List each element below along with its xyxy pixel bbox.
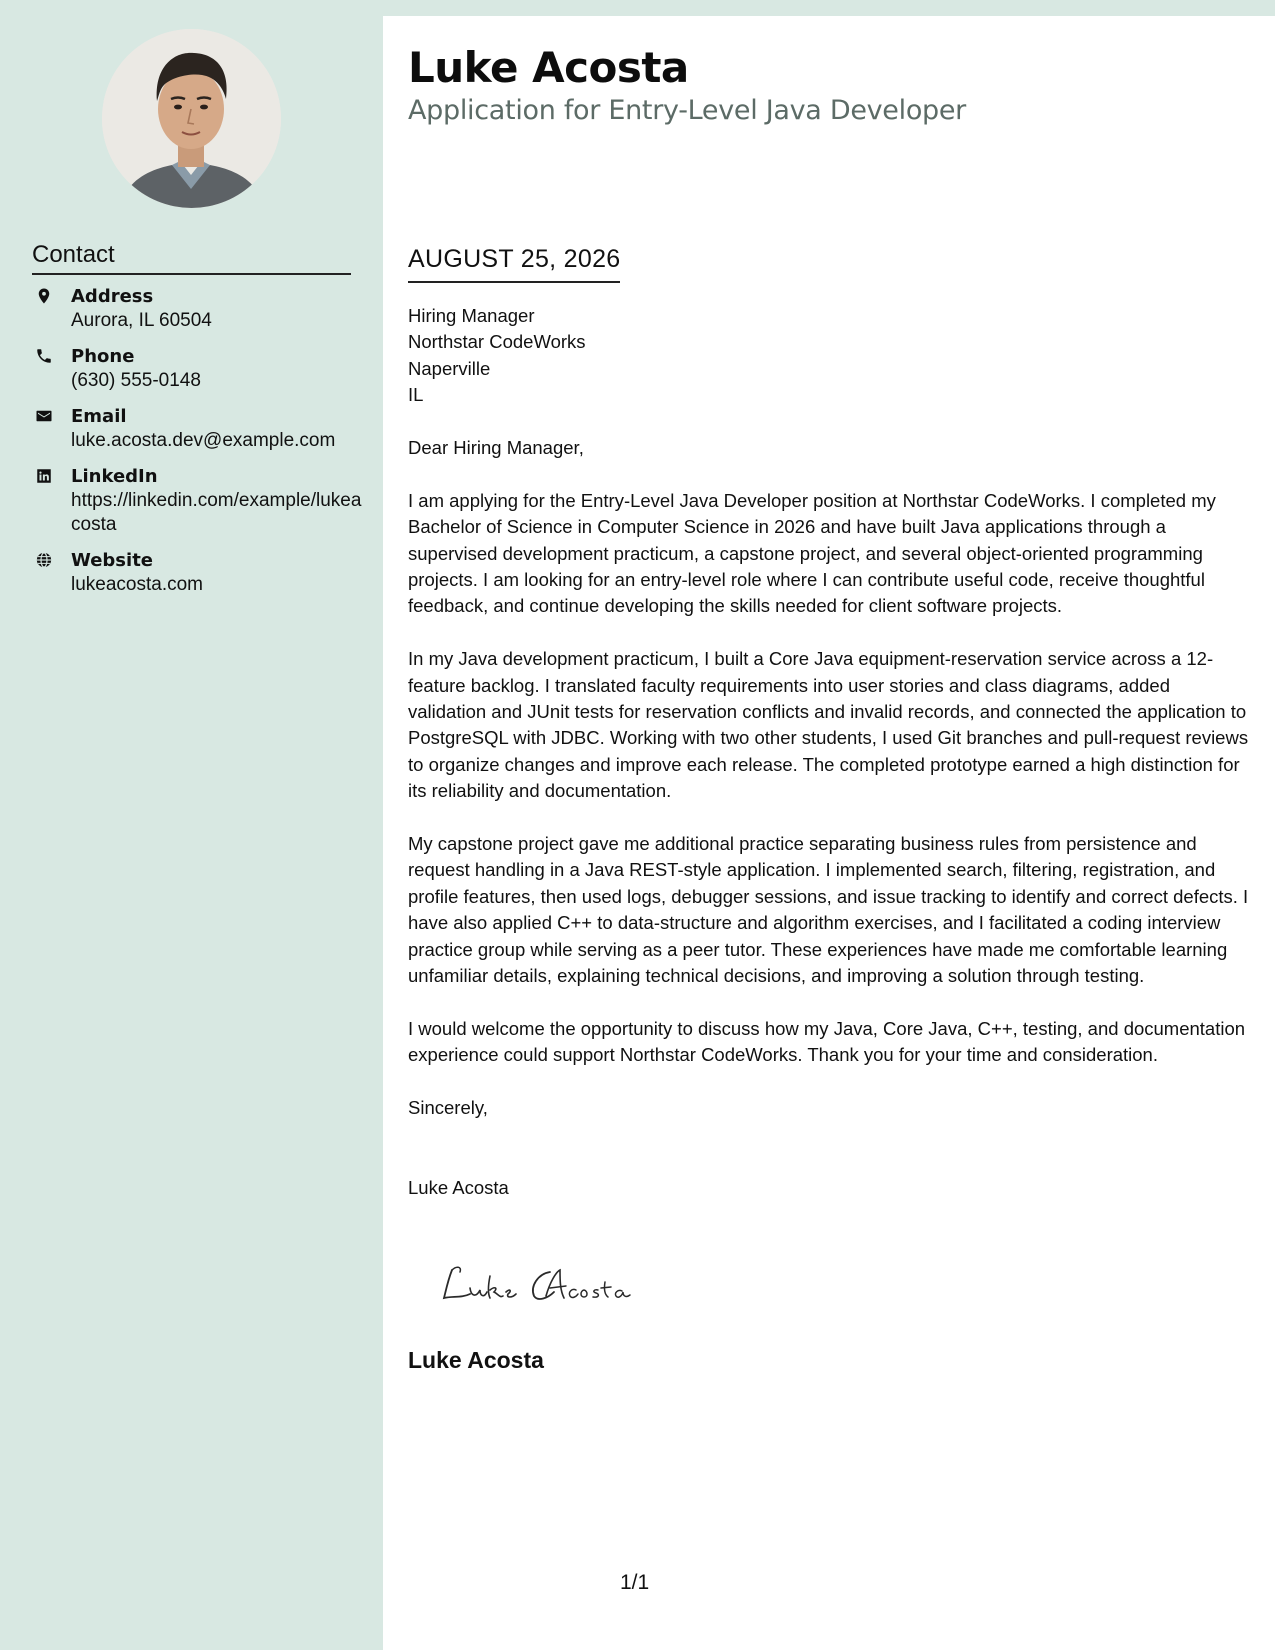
- contact-label: LinkedIn: [71, 466, 158, 487]
- contact-list: [32, 284, 362, 608]
- letter-body: [408, 303, 1253, 1227]
- linkedin-icon: [35, 467, 53, 485]
- letter-paragraph: I am applying for the Entry-Level Java Developer position at Northstar CodeWorks. I completed my Bachelor of Science in Computer Science in 2026 and have built Java applications through a supervised development practicum, a capstone project, and several object-oriented programming projects. I am looking for an entry-level role where I can contribute useful code, receive thoughtful feedback, and continue developing the skills needed for client software projects.: [408, 489, 1216, 617]
- globe-icon: [35, 551, 53, 569]
- phone-icon: [35, 347, 53, 365]
- contact-item-email: [32, 404, 362, 453]
- recipient-line: IL: [408, 384, 424, 406]
- profile-photo: [102, 29, 281, 208]
- contact-value: https://linkedin.com/example/lukeacosta: [71, 490, 362, 535]
- recipient-line: Northstar CodeWorks: [408, 331, 586, 353]
- contact-label: Email: [71, 406, 127, 427]
- contact-value: Aurora, IL 60504: [71, 310, 212, 331]
- letter-paragraph: My capstone project gave me additional practice separating business rules from persistence and request handling in a Java REST-style application. I implemented search, filtering, registration, and profile features, then used logs, debugger sessions, and issue tracking to identify and correct defects. I have also applied C++ to data-structure and algorithm exercises, and I facilitated a coding interview practice group while serving as a peer tutor. These experiences have made me comfortable learning unfamiliar details, explaining technical decisions, and improving a solution through testing.: [408, 833, 1249, 987]
- salutation: Dear Hiring Manager,: [408, 437, 584, 459]
- contact-value: luke.acosta.dev@example.com: [71, 430, 336, 451]
- envelope-icon: [35, 407, 53, 425]
- letter-paragraph: I would welcome the opportunity to discuss how my Java, Core Java, C++, testing, and documentation experience could support Northstar CodeWorks. Thank you for your time and consideration.: [408, 1017, 1246, 1066]
- location-pin-icon: [35, 287, 53, 305]
- contact-label: Phone: [71, 346, 135, 367]
- closing: Sincerely,: [408, 1097, 488, 1119]
- applicant-name: Luke Acosta: [408, 43, 689, 92]
- contact-heading: Contact: [32, 240, 351, 275]
- recipient-line: Hiring Manager: [408, 305, 535, 326]
- contact-item-phone: [32, 344, 362, 393]
- signature-name: Luke Acosta: [408, 1347, 544, 1373]
- contact-label: Address: [71, 286, 154, 307]
- contact-value: (630) 555-0148: [71, 370, 201, 391]
- contact-item-linkedin: [32, 464, 362, 537]
- contact-value: lukeacosta.com: [71, 574, 204, 595]
- contact-item-website: [32, 548, 362, 597]
- application-subtitle: Application for Entry-Level Java Developer: [408, 95, 966, 126]
- recipient-block: [408, 303, 1253, 409]
- typed-name: Luke Acosta: [408, 1176, 509, 1198]
- profile-photo-image: [102, 29, 281, 208]
- letter-date: AUGUST 25, 2026: [408, 243, 620, 283]
- page-number: 1/1: [620, 1571, 650, 1594]
- handwritten-signature: [438, 1258, 658, 1310]
- recipient-line: Naperville: [408, 357, 491, 379]
- letter-paragraph: In my Java development practicum, I built a Core Java equipment-reservation service across a 12-feature backlog. I translated faculty requirements into user stories and class diagrams, added validation and JUnit tests for reservation conflicts and invalid records, and connected the application to PostgreSQL with JDBC. Working with two other students, I used Git branches and pull-request reviews to organize changes and improve each release. The completed prototype earned a high distinction for its reliability and documentation.: [408, 648, 1249, 802]
- top-strip: [383, 0, 1275, 16]
- contact-label: Website: [71, 550, 154, 571]
- contact-item-address: [32, 284, 362, 333]
